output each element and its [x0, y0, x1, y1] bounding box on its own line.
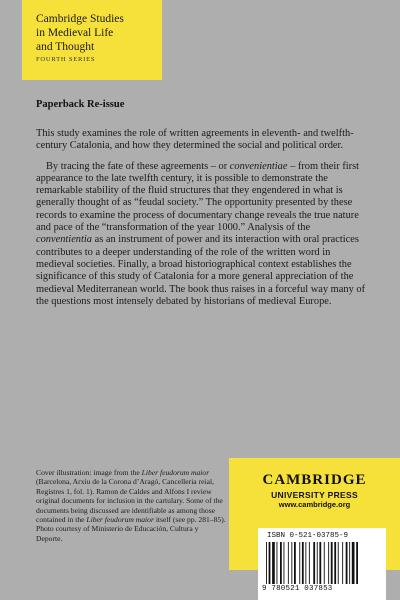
- barcode-panel: [258, 528, 386, 600]
- blurb: [36, 128, 368, 308]
- credit-text: Cover illustration: image from the: [36, 468, 142, 477]
- blurb-text: – from their first appearance to the late twelfth century, it is possible to demonstrate the remarkable stability of the fluid structures that they engendered in what is generally thought of as “feudal society.” The opportunity presented by these records to examine the process of documentary change reveals the true nature and pace of the “transformation of the year 1000.” Analysis of the: [36, 160, 360, 234]
- series-edition: FOURTH SERIES: [36, 56, 96, 63]
- cover-credit: [36, 468, 226, 543]
- credit-text: (Barcelona, Arxiu de la Corona d’Aragó, Cancelleria reial, Registres 1, fol. 1). Ramon de Caldes and Alfons I review original documents for inclusion in the cartulary. Some of the documents being discussed are identifiable as among those contained in the: [36, 477, 223, 525]
- blurb-term: convenientiae: [229, 160, 288, 172]
- series-panel: [22, 0, 162, 80]
- blurb-term: conventientia: [36, 234, 92, 246]
- publisher-press: UNIVERSITY PRESS: [271, 490, 358, 500]
- publisher-url: www.cambridge.org: [278, 500, 351, 509]
- blurb-text: By tracing the fate of these agreements – or: [46, 160, 230, 172]
- publisher-name: CAMBRIDGE: [262, 472, 367, 488]
- blurb-text: as an instrument of power and its interaction with oral practices contributes to a deeper understanding of the role of the written word in medieval societies. Finally, a broad historiographical context establishes the significance of this study of Catalonia for a more general appreciation of the medieval Mediterranean world. The book thus raises in a forceful way many of the questions most intensely debated by historians of medieval Europe.: [36, 234, 366, 307]
- series-title-line-1: Cambridge Studies: [36, 13, 124, 25]
- series-title-line-3: and Thought: [36, 41, 95, 53]
- reissue-heading: Paperback Re-issue: [36, 99, 125, 110]
- credit-text: itself (see pp. 281–85). Photo courtesy of Ministerio de Educación, Cultura y Deporte.: [36, 515, 226, 543]
- blurb-paragraph-2: [36, 161, 368, 309]
- blurb-paragraph-1: This study examines the role of written agreements in eleventh- and twelfth-century Catalonia, and how they determined the social and political order.: [36, 128, 354, 152]
- series-title-line-2: in Medieval Life: [36, 27, 114, 39]
- barcode-icon: [264, 542, 380, 586]
- isbn-text: ISBN 0-521-03785-9: [267, 532, 349, 540]
- credit-title: Liber feudorum maior: [86, 515, 154, 525]
- credit-title: Liber feudorum maior: [141, 468, 210, 477]
- barcode-digits: 9 780521 037853: [262, 585, 333, 593]
